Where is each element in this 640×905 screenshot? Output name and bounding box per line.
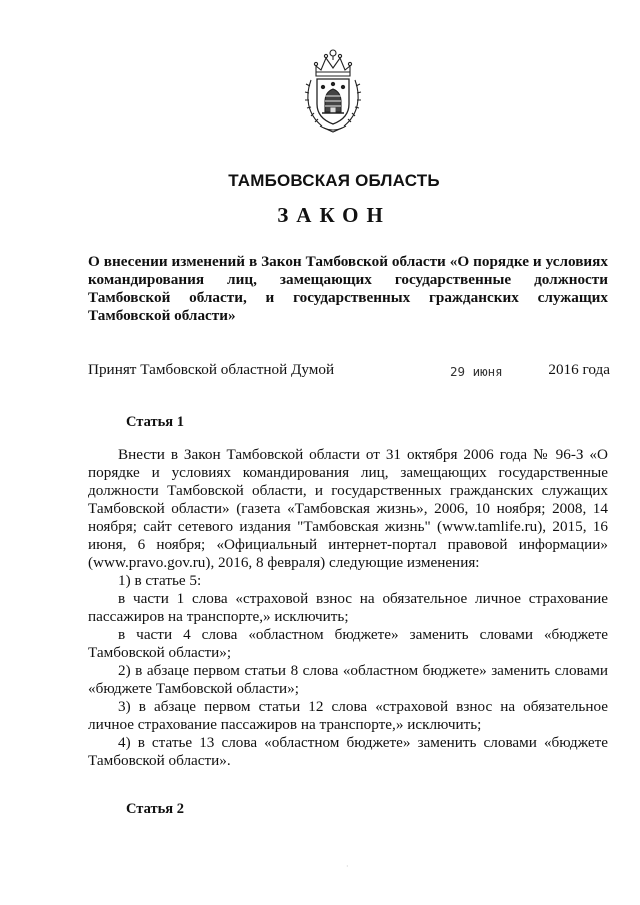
article-1-paragraph: в части 4 слова «областном бюджете» заменить словами «бюджете Тамбовской области»; — [88, 626, 608, 661]
document-type: ЗАКОН — [277, 203, 391, 227]
region-name: ТАМБОВСКАЯ ОБЛАСТЬ — [228, 171, 440, 190]
adoption-date: 29 июня — [450, 364, 503, 379]
adopted-by: Принят Тамбовской областной Думой — [88, 361, 335, 378]
article-1-paragraph: 1) в статье 5: — [118, 572, 202, 589]
article-1-paragraph: 4) в статье 13 слова «областном бюджете» заменить словами «бюджете Тамбовской области». — [88, 734, 608, 769]
article-1-paragraph: 3) в абзаце первом статьи 12 слова «страховой взнос на обязательное личное страхование пассажиров на транспорте,» исключить; — [88, 698, 608, 733]
article-1-heading: Статья 1 — [126, 414, 184, 430]
article-1-paragraph: 2) в абзаце первом статьи 8 слова «областном бюджете» заменить словами «бюджете Тамбовской области»; — [88, 662, 608, 697]
law-title: О внесении изменений в Закон Тамбовской области «О порядке и условиях командирования лиц, замещающих государственные должности Тамбовской области, и государственных гражданских служащих Тамбовской области» — [88, 253, 608, 324]
article-1-body — [88, 446, 608, 770]
coat-of-arms-icon — [302, 46, 364, 134]
article-1-paragraph: в части 1 слова «страховой взнос на обязательное личное страхование пассажиров на транспорте,» исключить; — [88, 590, 608, 625]
adoption-year: 2016 года — [548, 361, 610, 378]
scan-speck: · — [346, 862, 349, 871]
article-2-heading: Статья 2 — [126, 801, 184, 817]
article-1-paragraph: Внести в Закон Тамбовской области от 31 октября 2006 года № 96-З «О порядке и условиях командирования лиц, замещающих государственные должности Тамбовской области, и государственных гражданских служащих Тамбовской области» (газета «Тамбовская жизнь», 2006, 10 ноября; 2008, 14 ноября; сайт сетевого издания "Тамбовская жизнь" (www.tamlife.ru), 2015, 16 июня, 6 ноября; «Официальный интернет-портал правовой информации» (www.pravo.gov.ru), 2016, 8 февраля) следующие изменения: — [88, 446, 608, 571]
